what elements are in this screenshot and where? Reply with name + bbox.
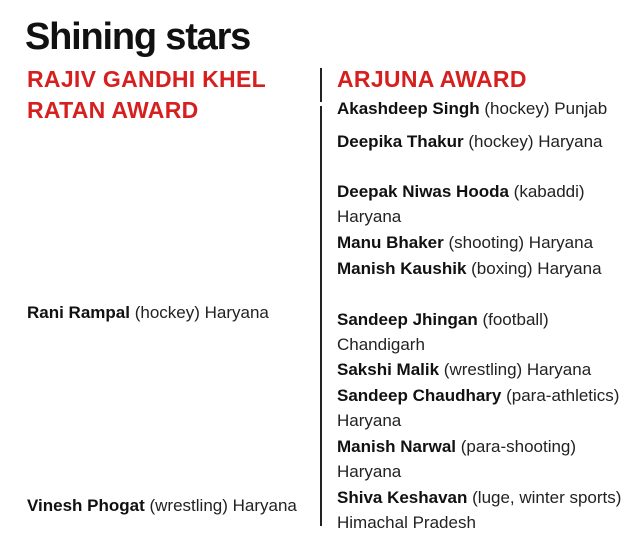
arjuna-entry — [337, 485, 637, 535]
athlete-name: Sakshi Malik — [337, 360, 440, 379]
athlete-name: Sandeep Chaudhary — [337, 386, 502, 405]
athlete-detail: (football) Chandigarh — [337, 310, 549, 354]
athlete-name: Sandeep Jhingan — [337, 310, 478, 329]
athlete-detail: (hockey) Haryana — [129, 303, 269, 322]
athlete-detail: (kabaddi) Haryana — [337, 182, 585, 226]
athlete-detail: (hockey) Haryana — [463, 132, 603, 151]
athlete-name: Rani Rampal — [27, 303, 130, 322]
khel-ratna-entry — [27, 300, 317, 325]
athlete-detail: (wrestling) Haryana — [439, 360, 592, 379]
arjuna-entry — [337, 256, 637, 281]
athlete-detail: (para-athletics) Haryana — [337, 386, 620, 430]
athlete-name: Manish Narwal — [337, 437, 457, 456]
column-divider — [320, 68, 322, 530]
athlete-detail: (shooting) Haryana — [443, 233, 594, 252]
arjuna-entry — [337, 434, 637, 484]
arjuna-entry — [337, 383, 637, 433]
athlete-detail: (boxing) Haryana — [466, 259, 602, 278]
athlete-detail: (hockey) Punjab — [479, 99, 608, 118]
arjuna-entry — [337, 96, 637, 121]
athlete-name: Vinesh Phogat — [27, 496, 145, 515]
athlete-detail: (wrestling) Haryana — [144, 496, 297, 515]
arjuna-award-heading: ARJUNA AWARD — [337, 66, 527, 92]
athlete-name: Akashdeep Singh — [337, 99, 480, 118]
athlete-detail: (luge, winter sports) Himachal Pradesh — [337, 488, 622, 532]
arjuna-entry — [337, 307, 637, 357]
arjuna-entry — [337, 129, 637, 154]
athlete-name: Shiva Keshavan — [337, 488, 468, 507]
athlete-detail: (para-shooting) Haryana — [337, 437, 577, 481]
arjuna-entry — [337, 179, 637, 229]
arjuna-entry — [337, 230, 637, 255]
athlete-name: Manish Kaushik — [337, 259, 467, 278]
athlete-name: Deepika Thakur — [337, 132, 464, 151]
athlete-name: Manu Bhaker — [337, 233, 444, 252]
khel-ratna-award-heading: RAJIV GANDHI KHEL RATAN AWARD — [27, 66, 266, 123]
page-title: Shining stars — [25, 16, 251, 58]
khel-ratna-entry — [27, 493, 312, 518]
arjuna-entry — [337, 357, 637, 382]
athlete-name: Deepak Niwas Hooda — [337, 182, 509, 201]
